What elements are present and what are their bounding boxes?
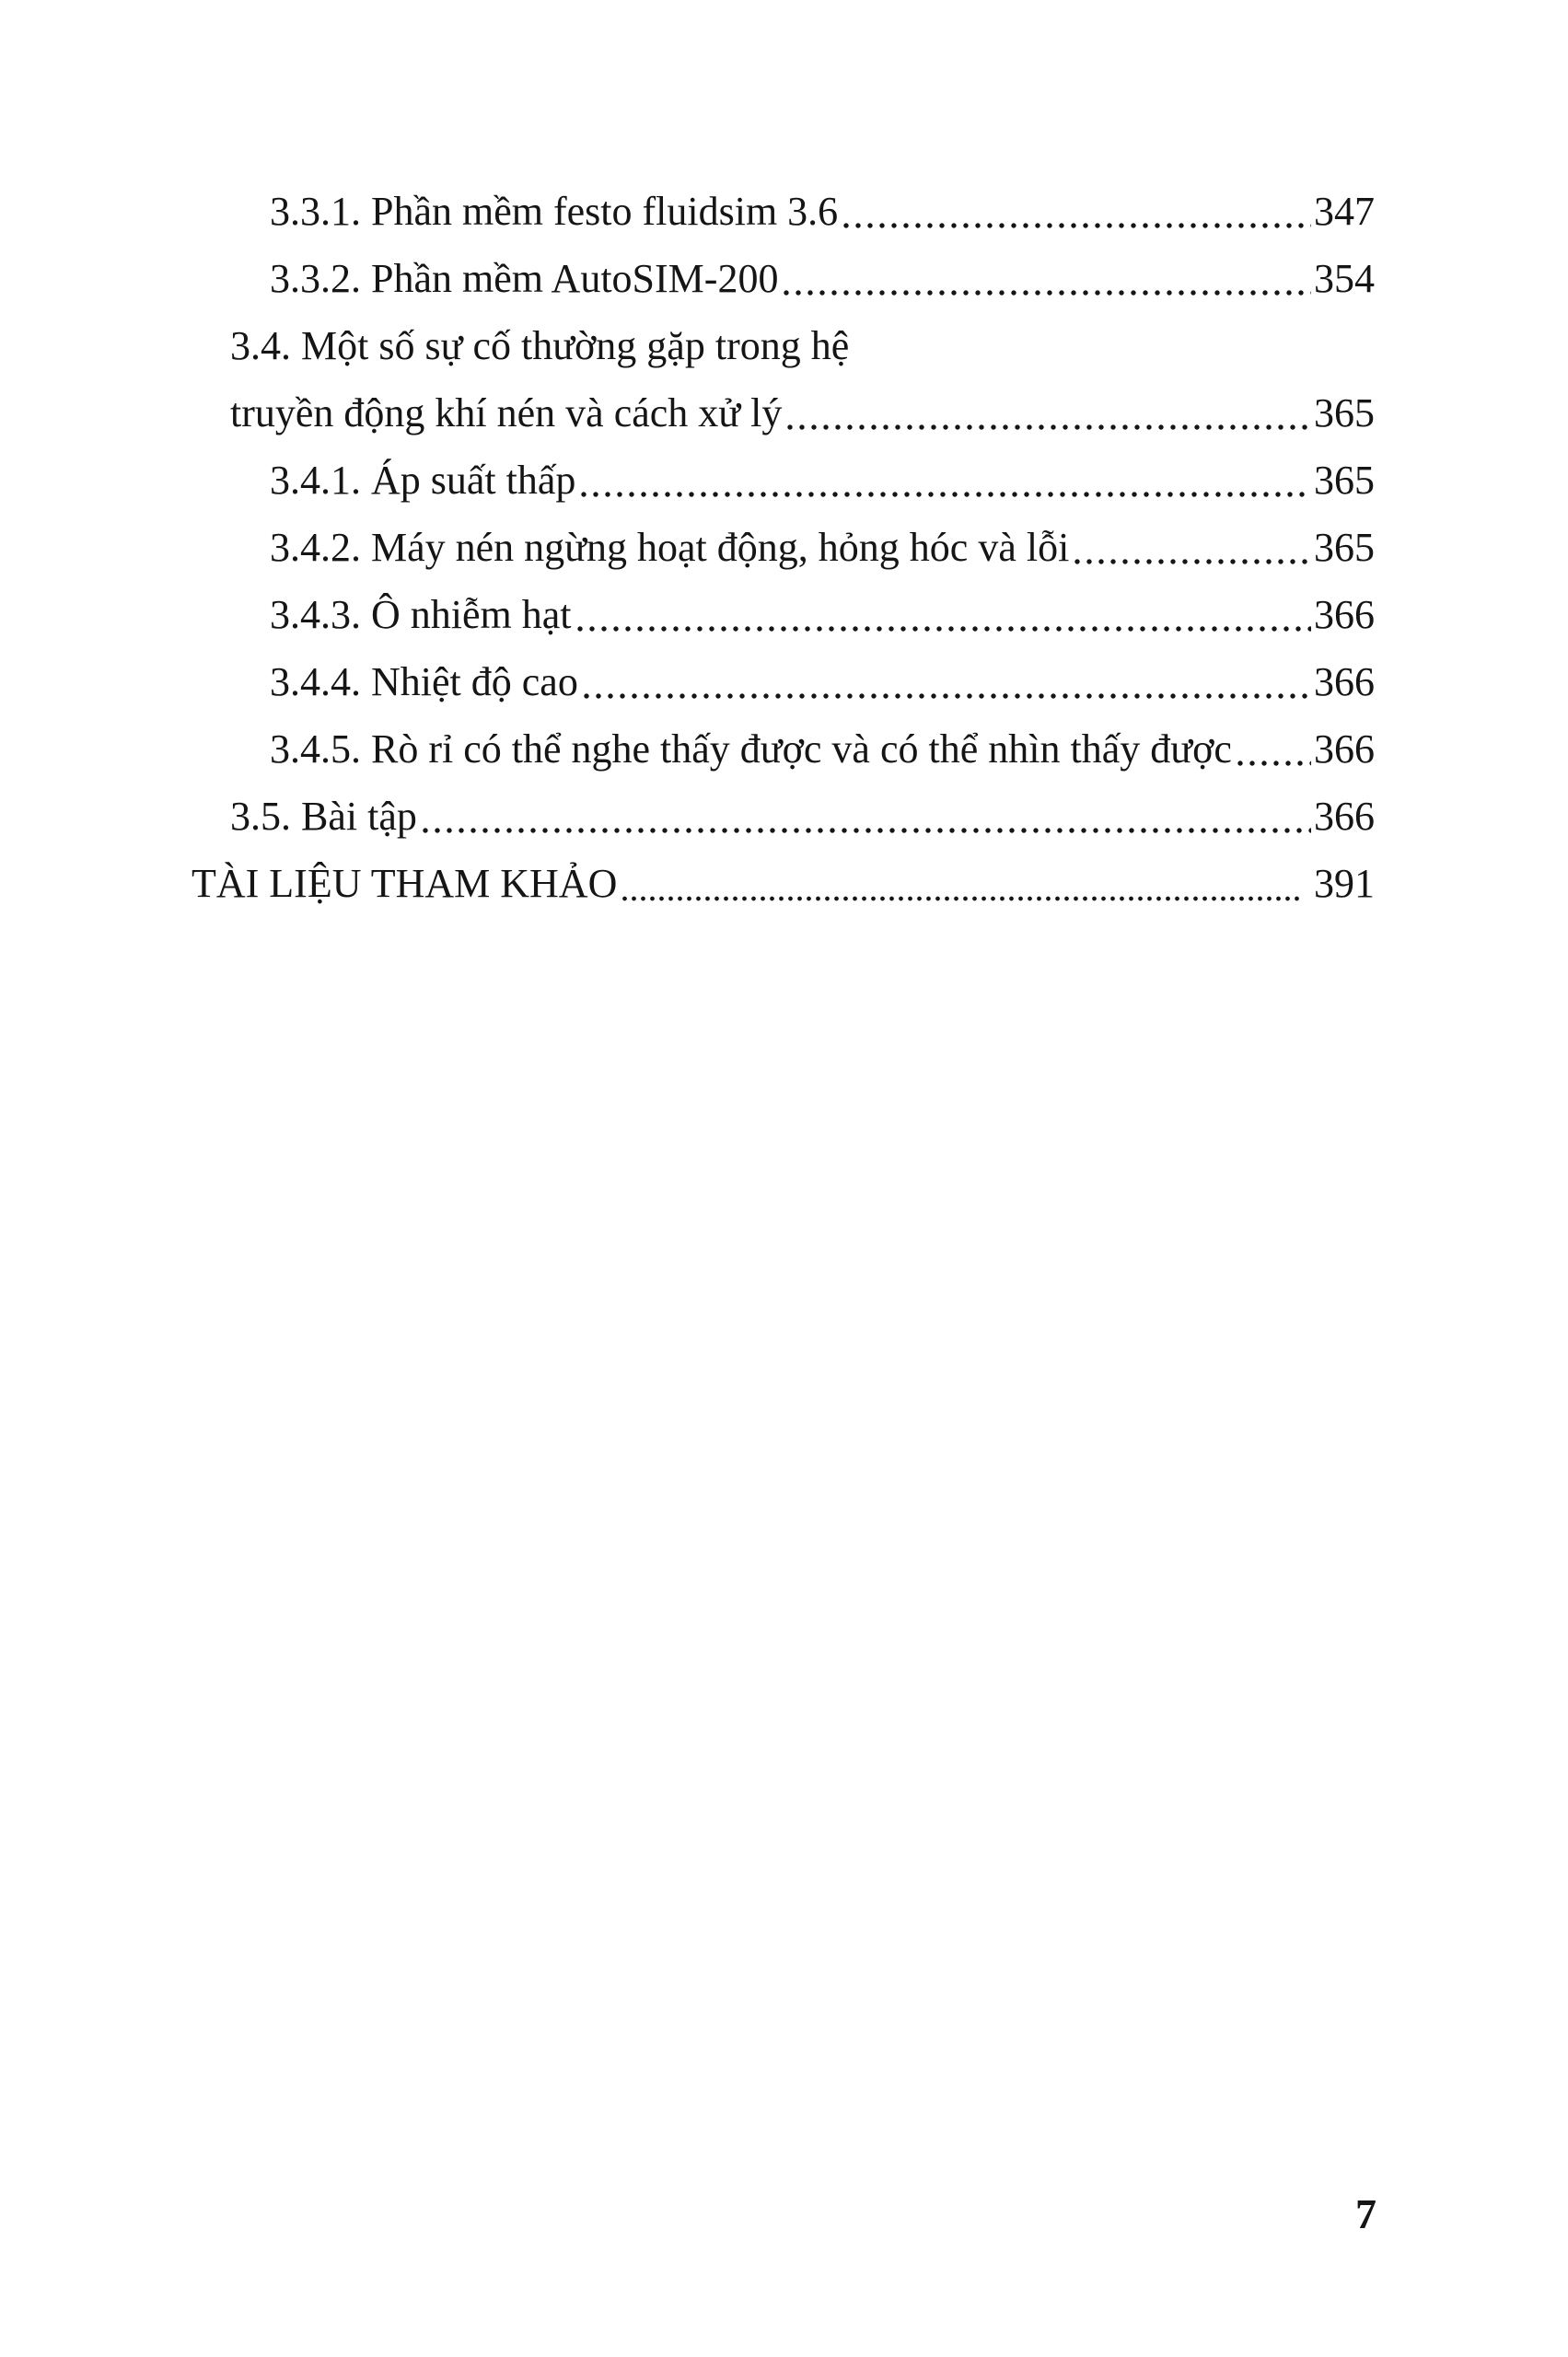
toc-entry: [0, 715, 1568, 783]
toc-entry-page-number: 354: [1314, 256, 1375, 301]
toc-entry-page-number: 366: [1314, 794, 1375, 839]
toc-entry: [0, 447, 1568, 514]
toc-entry-label: truyền động khí nén và cách xử lý: [230, 390, 783, 435]
toc-entry: [0, 312, 1568, 379]
toc-entry-page-number: 365: [1314, 458, 1375, 503]
toc-entry-page-number: 391: [1314, 861, 1375, 906]
toc-entry-page-number: 366: [1314, 592, 1375, 637]
toc-entry-label: 3.3.2. Phần mềm AutoSIM-200: [270, 256, 779, 301]
toc-entry-label: 3.4.5. Rò rỉ có thể nghe thấy được và có thể nhìn thấy được: [270, 726, 1232, 772]
toc-entry-label: 3.3.1. Phần mềm festo fluidsim 3.6: [270, 189, 839, 234]
toc-entry-page-number: 366: [1314, 726, 1375, 772]
dot-leader: [584, 693, 1311, 699]
toc-entry-label: TÀI LIỆU THAM KHẢO: [192, 861, 618, 906]
toc-entry-continuation: [0, 379, 1568, 447]
page-number: 7: [1355, 2190, 1376, 2237]
toc-entry-label: 3.4.4. Nhiệt độ cao: [270, 659, 578, 704]
table-of-contents: [0, 178, 1568, 917]
toc-entry: [0, 514, 1568, 581]
dot-leader: [577, 626, 1311, 632]
dot-leader: [581, 492, 1311, 497]
dot-leader: [423, 828, 1311, 833]
toc-entry-label: 3.5. Bài tập: [230, 794, 417, 839]
toc-entry: [0, 245, 1568, 312]
dot-leader: [622, 896, 1300, 901]
toc-entry: [0, 850, 1568, 917]
dot-leader: [1074, 559, 1311, 564]
toc-entry-page-number: 365: [1314, 525, 1375, 570]
toc-entry-label: 3.4. Một số sự cố thường gặp trong hệ: [230, 323, 850, 368]
dot-leader: [784, 290, 1311, 296]
toc-entry-label: 3.4.2. Máy nén ngừng hoạt động, hỏng hóc và lỗi: [270, 525, 1070, 570]
toc-entry-label: 3.4.3. Ô nhiễm hạt: [270, 592, 572, 637]
toc-entry: [0, 178, 1568, 245]
toc-entry: [0, 783, 1568, 850]
toc-entry: [0, 581, 1568, 648]
toc-entry-page-number: 347: [1314, 189, 1375, 234]
toc-entry-label: 3.4.1. Áp suất thấp: [270, 458, 576, 503]
toc-entry: [0, 648, 1568, 715]
toc-entry-page-number: 366: [1314, 659, 1375, 704]
dot-leader: [787, 424, 1311, 430]
dot-leader: [1237, 761, 1311, 766]
toc-entry-page-number: 365: [1314, 390, 1375, 435]
dot-leader: [843, 223, 1311, 228]
